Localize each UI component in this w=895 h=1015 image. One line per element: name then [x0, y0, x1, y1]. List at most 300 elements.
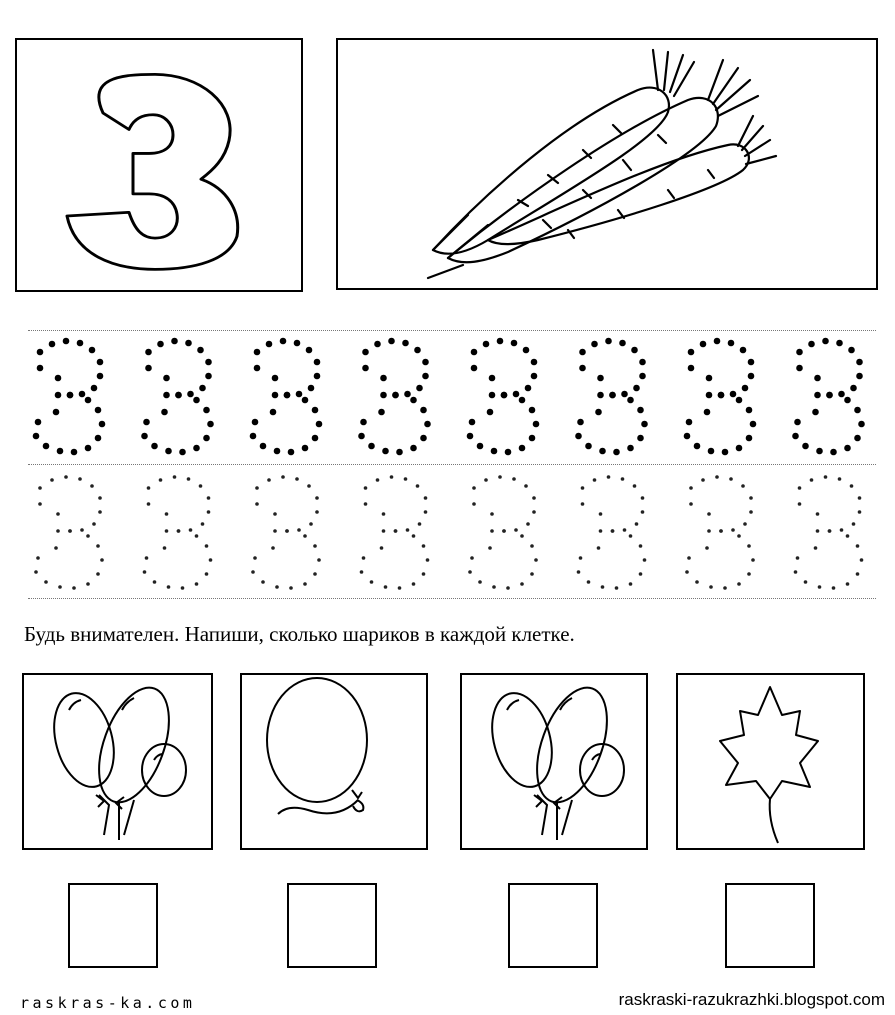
trace-dot — [506, 586, 510, 590]
trace-dot — [694, 443, 701, 450]
trace-dot — [597, 392, 604, 399]
big-digit-outline — [17, 40, 301, 290]
trace-dot — [856, 572, 860, 576]
trace-dot — [306, 347, 313, 354]
trace-dot — [579, 349, 586, 356]
trace-dot — [302, 445, 309, 452]
trace-dot — [852, 522, 856, 526]
trace-dot — [364, 502, 368, 506]
trace-dot — [850, 484, 854, 488]
picture-card-1 — [22, 673, 213, 850]
trace-dot — [629, 582, 633, 586]
trace-dot — [207, 496, 211, 500]
dotted-digit-3[interactable] — [141, 338, 214, 456]
trace-dot — [512, 477, 516, 481]
trace-dot — [284, 392, 291, 399]
trace-dot — [686, 419, 693, 426]
trace-dot — [641, 421, 648, 428]
trace-dot — [792, 433, 799, 440]
trace-dot — [751, 558, 755, 562]
dotted-digit-3[interactable] — [358, 338, 431, 456]
trace-dot — [585, 443, 592, 450]
trace-dot — [532, 496, 536, 500]
trace-dot — [370, 580, 374, 584]
trace-dot — [746, 407, 753, 414]
trace-dot — [708, 448, 715, 455]
trace-dot — [519, 445, 526, 452]
trace-dot — [685, 570, 689, 574]
trace-dot — [808, 341, 815, 348]
trace-dot — [255, 486, 259, 490]
trace-dot — [159, 478, 163, 482]
trace-dot — [167, 585, 171, 589]
trace-dot — [531, 359, 538, 366]
trace-dot — [163, 375, 170, 382]
trace-dot — [731, 528, 735, 532]
trace-dot — [157, 341, 164, 348]
trace-dot — [95, 407, 102, 414]
footer-site-left: raskras-ka.com — [20, 994, 196, 1012]
trace-dot — [532, 510, 536, 514]
trace-dot — [689, 502, 693, 506]
tracing-guide-middle — [28, 464, 876, 465]
trace-dot — [523, 347, 530, 354]
trace-dot — [597, 375, 604, 382]
trace-dot — [816, 529, 820, 533]
trace-dot — [858, 496, 862, 500]
answer-box-2[interactable] — [287, 883, 377, 968]
trace-dot — [203, 435, 210, 442]
trace-dot — [497, 338, 504, 345]
trace-dot — [838, 477, 842, 481]
trace-dot — [490, 529, 494, 533]
trace-dot — [205, 359, 212, 366]
trace-dot — [639, 359, 646, 366]
trace-dot — [254, 365, 261, 372]
trace-dot — [743, 522, 747, 526]
trace-dot — [289, 586, 293, 590]
trace-dot — [254, 349, 261, 356]
trace-dot — [492, 585, 496, 589]
dotted-digit-3[interactable] — [684, 338, 757, 456]
trace-dot — [740, 347, 747, 354]
trace-dot — [251, 570, 255, 574]
trace-dot — [414, 347, 421, 354]
trace-dot — [828, 529, 832, 533]
trace-dot — [519, 397, 526, 404]
trace-dot — [37, 349, 44, 356]
trace-dot — [579, 365, 586, 372]
trace-dot — [533, 421, 540, 428]
trace-dot — [722, 449, 729, 456]
trace-dot — [531, 373, 538, 380]
trace-dot — [205, 572, 209, 576]
trace-dot — [207, 510, 211, 514]
trace-dot — [838, 391, 845, 398]
dotted-digit-3[interactable] — [794, 475, 864, 590]
trace-dot — [621, 391, 628, 398]
dotted-digit-3[interactable] — [34, 475, 104, 590]
answer-box-3[interactable] — [508, 883, 598, 968]
trace-dot — [189, 528, 193, 532]
trace-dot — [747, 572, 751, 576]
trace-dot — [250, 433, 257, 440]
trace-dot — [595, 409, 602, 416]
trace-dot — [641, 510, 645, 514]
trace-dot — [95, 435, 102, 442]
trace-dot — [577, 570, 581, 574]
trace-dot — [856, 544, 860, 548]
trace-dot — [275, 585, 279, 589]
trace-dot — [794, 419, 801, 426]
trace-dot — [816, 448, 823, 455]
trace-dot — [424, 510, 428, 514]
trace-dot — [802, 443, 809, 450]
picture-card-4 — [676, 673, 865, 850]
trace-dot — [848, 347, 855, 354]
trace-dot — [471, 349, 478, 356]
trace-dot — [261, 580, 265, 584]
trace-dot — [416, 484, 420, 488]
trace-dot — [422, 373, 429, 380]
trace-dot — [384, 585, 388, 589]
trace-dot — [35, 419, 42, 426]
trace-dot — [490, 512, 494, 516]
answer-box-4[interactable] — [725, 883, 815, 968]
trace-dot — [491, 448, 498, 455]
trace-dot — [736, 445, 743, 452]
dotted-digit-3[interactable] — [251, 475, 321, 590]
trace-dot — [207, 421, 214, 428]
trace-dot — [143, 570, 147, 574]
trace-dot — [707, 512, 711, 516]
trace-dot — [826, 392, 833, 399]
trace-dot — [705, 546, 709, 550]
trace-dot — [165, 512, 169, 516]
trace-dot — [53, 409, 60, 416]
trace-dot — [587, 580, 591, 584]
trace-dot — [635, 522, 639, 526]
trace-dot — [177, 529, 181, 533]
trace-dot — [488, 546, 492, 550]
trace-dot — [520, 534, 524, 538]
trace-dot — [796, 365, 803, 372]
dotted-digit-3[interactable] — [143, 475, 213, 590]
trace-dot — [270, 409, 277, 416]
trace-dot — [85, 445, 92, 452]
trace-dot — [688, 349, 695, 356]
trace-dot — [163, 546, 167, 550]
trace-dot — [67, 392, 74, 399]
trace-dot — [302, 397, 309, 404]
trace-dot — [388, 338, 395, 345]
trace-dot — [205, 544, 209, 548]
trace-dot — [748, 373, 755, 380]
trace-dot — [85, 397, 92, 404]
picture-card-2 — [240, 673, 428, 850]
dotted-digit-3[interactable] — [685, 475, 755, 590]
trace-dot — [426, 558, 430, 562]
tracing-guide-bottom — [28, 598, 876, 599]
trace-dot — [639, 572, 643, 576]
trace-dot — [579, 556, 583, 560]
trace-dot — [98, 510, 102, 514]
trace-dot — [639, 373, 646, 380]
trace-dot — [273, 512, 277, 516]
trace-dot — [195, 534, 199, 538]
trace-dot — [72, 586, 76, 590]
trace-dot — [844, 397, 851, 404]
trace-dot — [477, 443, 484, 450]
trace-dot — [173, 475, 177, 479]
trace-dot — [313, 572, 317, 576]
trace-dot — [179, 449, 186, 456]
trace-dot — [410, 445, 417, 452]
trace-dot — [846, 582, 850, 586]
dotted-digit-3[interactable] — [575, 338, 648, 456]
tracing-guide-top — [28, 330, 876, 331]
trace-dot — [44, 580, 48, 584]
trace-dot — [390, 475, 394, 479]
trace-dot — [714, 338, 721, 345]
trace-dot — [599, 512, 603, 516]
trace-dot — [404, 477, 408, 481]
trace-dot — [633, 484, 637, 488]
trace-dot — [100, 558, 104, 562]
trace-dot — [412, 582, 416, 586]
trace-dot — [498, 475, 502, 479]
trace-dot — [147, 486, 151, 490]
trace-dot — [728, 340, 735, 347]
trace-dot — [55, 375, 62, 382]
trace-dot — [489, 392, 496, 399]
trace-dot — [611, 529, 615, 533]
trace-dot — [281, 475, 285, 479]
trace-dot — [303, 534, 307, 538]
trace-dot — [394, 529, 398, 533]
trace-dot — [313, 544, 317, 548]
trace-dot — [175, 392, 182, 399]
trace-dot — [749, 496, 753, 500]
trace-dot — [145, 365, 152, 372]
footer-site-right: raskraski-razukrazhki.blogspot.com — [618, 990, 885, 1009]
trace-dot — [272, 392, 279, 399]
trace-dot — [840, 528, 844, 532]
answer-box-1[interactable] — [68, 883, 158, 968]
trace-dot — [181, 586, 185, 590]
trace-dot — [601, 585, 605, 589]
trace-dot — [577, 419, 584, 426]
trace-dot — [830, 449, 837, 456]
trace-dot — [858, 421, 865, 428]
trace-dot — [368, 443, 375, 450]
dotted-digit-3[interactable] — [360, 475, 430, 590]
trace-dot — [56, 529, 60, 533]
trace-dot — [412, 534, 416, 538]
trace-dot — [737, 534, 741, 538]
trace-dot — [621, 477, 625, 481]
trace-dot — [199, 484, 203, 488]
trace-dot — [54, 546, 58, 550]
trace-dot — [141, 433, 148, 440]
trace-dot — [92, 522, 96, 526]
trace-dot — [505, 449, 512, 456]
trace-dot — [467, 433, 474, 440]
trace-dot — [420, 407, 427, 414]
trace-dot — [271, 546, 275, 550]
trace-dot — [856, 359, 863, 366]
trace-dot — [631, 347, 638, 354]
trace-dot — [374, 341, 381, 348]
trace-dot — [723, 586, 727, 590]
trace-dot — [68, 529, 72, 533]
trace-dot — [64, 475, 68, 479]
trace-dot — [420, 435, 427, 442]
trace-dot — [513, 391, 520, 398]
dotted-digit-3[interactable] — [468, 475, 538, 590]
tracing-row-light[interactable] — [20, 470, 880, 596]
trace-dot — [201, 522, 205, 526]
trace-dot — [288, 449, 295, 456]
trace-dot — [80, 528, 84, 532]
trace-dot — [203, 407, 210, 414]
trace-dot — [525, 385, 532, 392]
trace-dot — [307, 484, 311, 488]
digit-card — [15, 38, 303, 292]
trace-dot — [470, 556, 474, 560]
trace-dot — [185, 340, 192, 347]
trace-dot — [362, 556, 366, 560]
picture-card-3 — [460, 673, 648, 850]
trace-dot — [161, 409, 168, 416]
trace-dot — [529, 407, 536, 414]
trace-dot — [814, 546, 818, 550]
trace-dot — [187, 477, 191, 481]
trace-dot — [36, 556, 40, 560]
trace-dot — [501, 392, 508, 399]
trace-dot — [360, 570, 364, 574]
trace-dot — [715, 475, 719, 479]
trace-dot — [63, 338, 70, 345]
trace-dot — [599, 448, 606, 455]
trace-dot — [424, 421, 431, 428]
trace-dot — [591, 341, 598, 348]
trace-dot — [741, 484, 745, 488]
dotted-digit-3[interactable] — [33, 338, 106, 456]
trace-dot — [272, 375, 279, 382]
trace-dot — [309, 522, 313, 526]
three-balloons-icon — [24, 675, 211, 848]
dotted-digit-3[interactable] — [250, 338, 323, 456]
trace-dot — [609, 392, 616, 399]
trace-dot — [633, 385, 640, 392]
trace-dot — [392, 392, 399, 399]
trace-dot — [641, 496, 645, 500]
trace-dot — [362, 349, 369, 356]
trace-dot — [96, 572, 100, 576]
trace-dot — [267, 478, 271, 482]
trace-dot — [378, 409, 385, 416]
trace-dot — [197, 347, 204, 354]
trace-dot — [629, 534, 633, 538]
trace-dot — [382, 448, 389, 455]
trace-dot — [468, 570, 472, 574]
trace-dot — [749, 510, 753, 514]
leaf-icon — [678, 675, 863, 848]
trace-dot — [209, 558, 213, 562]
trace-dot — [704, 409, 711, 416]
trace-dot — [57, 448, 64, 455]
trace-dot — [844, 445, 851, 452]
trace-dot — [472, 502, 476, 506]
trace-dot — [58, 585, 62, 589]
trace-dot — [814, 375, 821, 382]
trace-dot — [688, 365, 695, 372]
trace-dot — [418, 522, 422, 526]
trace-dot — [487, 409, 494, 416]
trace-dot — [382, 512, 386, 516]
trace-dot — [627, 445, 634, 452]
trace-dot — [294, 340, 301, 347]
trace-dot — [147, 502, 151, 506]
dotted-digit-3[interactable] — [577, 475, 647, 590]
trace-dot — [581, 502, 585, 506]
dotted-digit-3[interactable] — [792, 338, 865, 456]
trace-dot — [520, 582, 524, 586]
trace-dot — [285, 529, 289, 533]
trace-dot — [597, 546, 601, 550]
trace-dot — [846, 534, 850, 538]
dotted-digit-3[interactable] — [467, 338, 540, 456]
trace-dot — [79, 391, 86, 398]
trace-dot — [689, 486, 693, 490]
trace-dot — [50, 478, 54, 482]
trace-dot — [193, 445, 200, 452]
trace-dot — [530, 544, 534, 548]
trace-dot — [406, 528, 410, 532]
trace-dot — [706, 392, 713, 399]
trace-dot — [402, 340, 409, 347]
trace-dot — [471, 365, 478, 372]
trace-dot — [404, 391, 411, 398]
trace-dot — [794, 570, 798, 574]
trace-dot — [49, 341, 56, 348]
trace-dot — [469, 419, 476, 426]
trace-dot — [358, 433, 365, 440]
trace-dot — [38, 486, 42, 490]
trace-dot — [43, 443, 50, 450]
trace-dot — [195, 582, 199, 586]
trace-dot — [273, 529, 277, 533]
trace-dot — [746, 435, 753, 442]
trace-dot — [145, 556, 149, 560]
trace-dot — [804, 580, 808, 584]
tracing-row-bold[interactable] — [20, 334, 880, 460]
trace-dot — [812, 409, 819, 416]
trace-dot — [810, 478, 814, 482]
trace-dot — [619, 340, 626, 347]
trace-dot — [171, 338, 178, 345]
trace-dot — [253, 556, 257, 560]
trace-dot — [818, 585, 822, 589]
trace-dot — [581, 486, 585, 490]
trace-dot — [502, 529, 506, 533]
trace-dot — [687, 556, 691, 560]
trace-dot — [416, 385, 423, 392]
trace-dot — [151, 443, 158, 450]
trace-dot — [718, 392, 725, 399]
trace-dot — [424, 496, 428, 500]
